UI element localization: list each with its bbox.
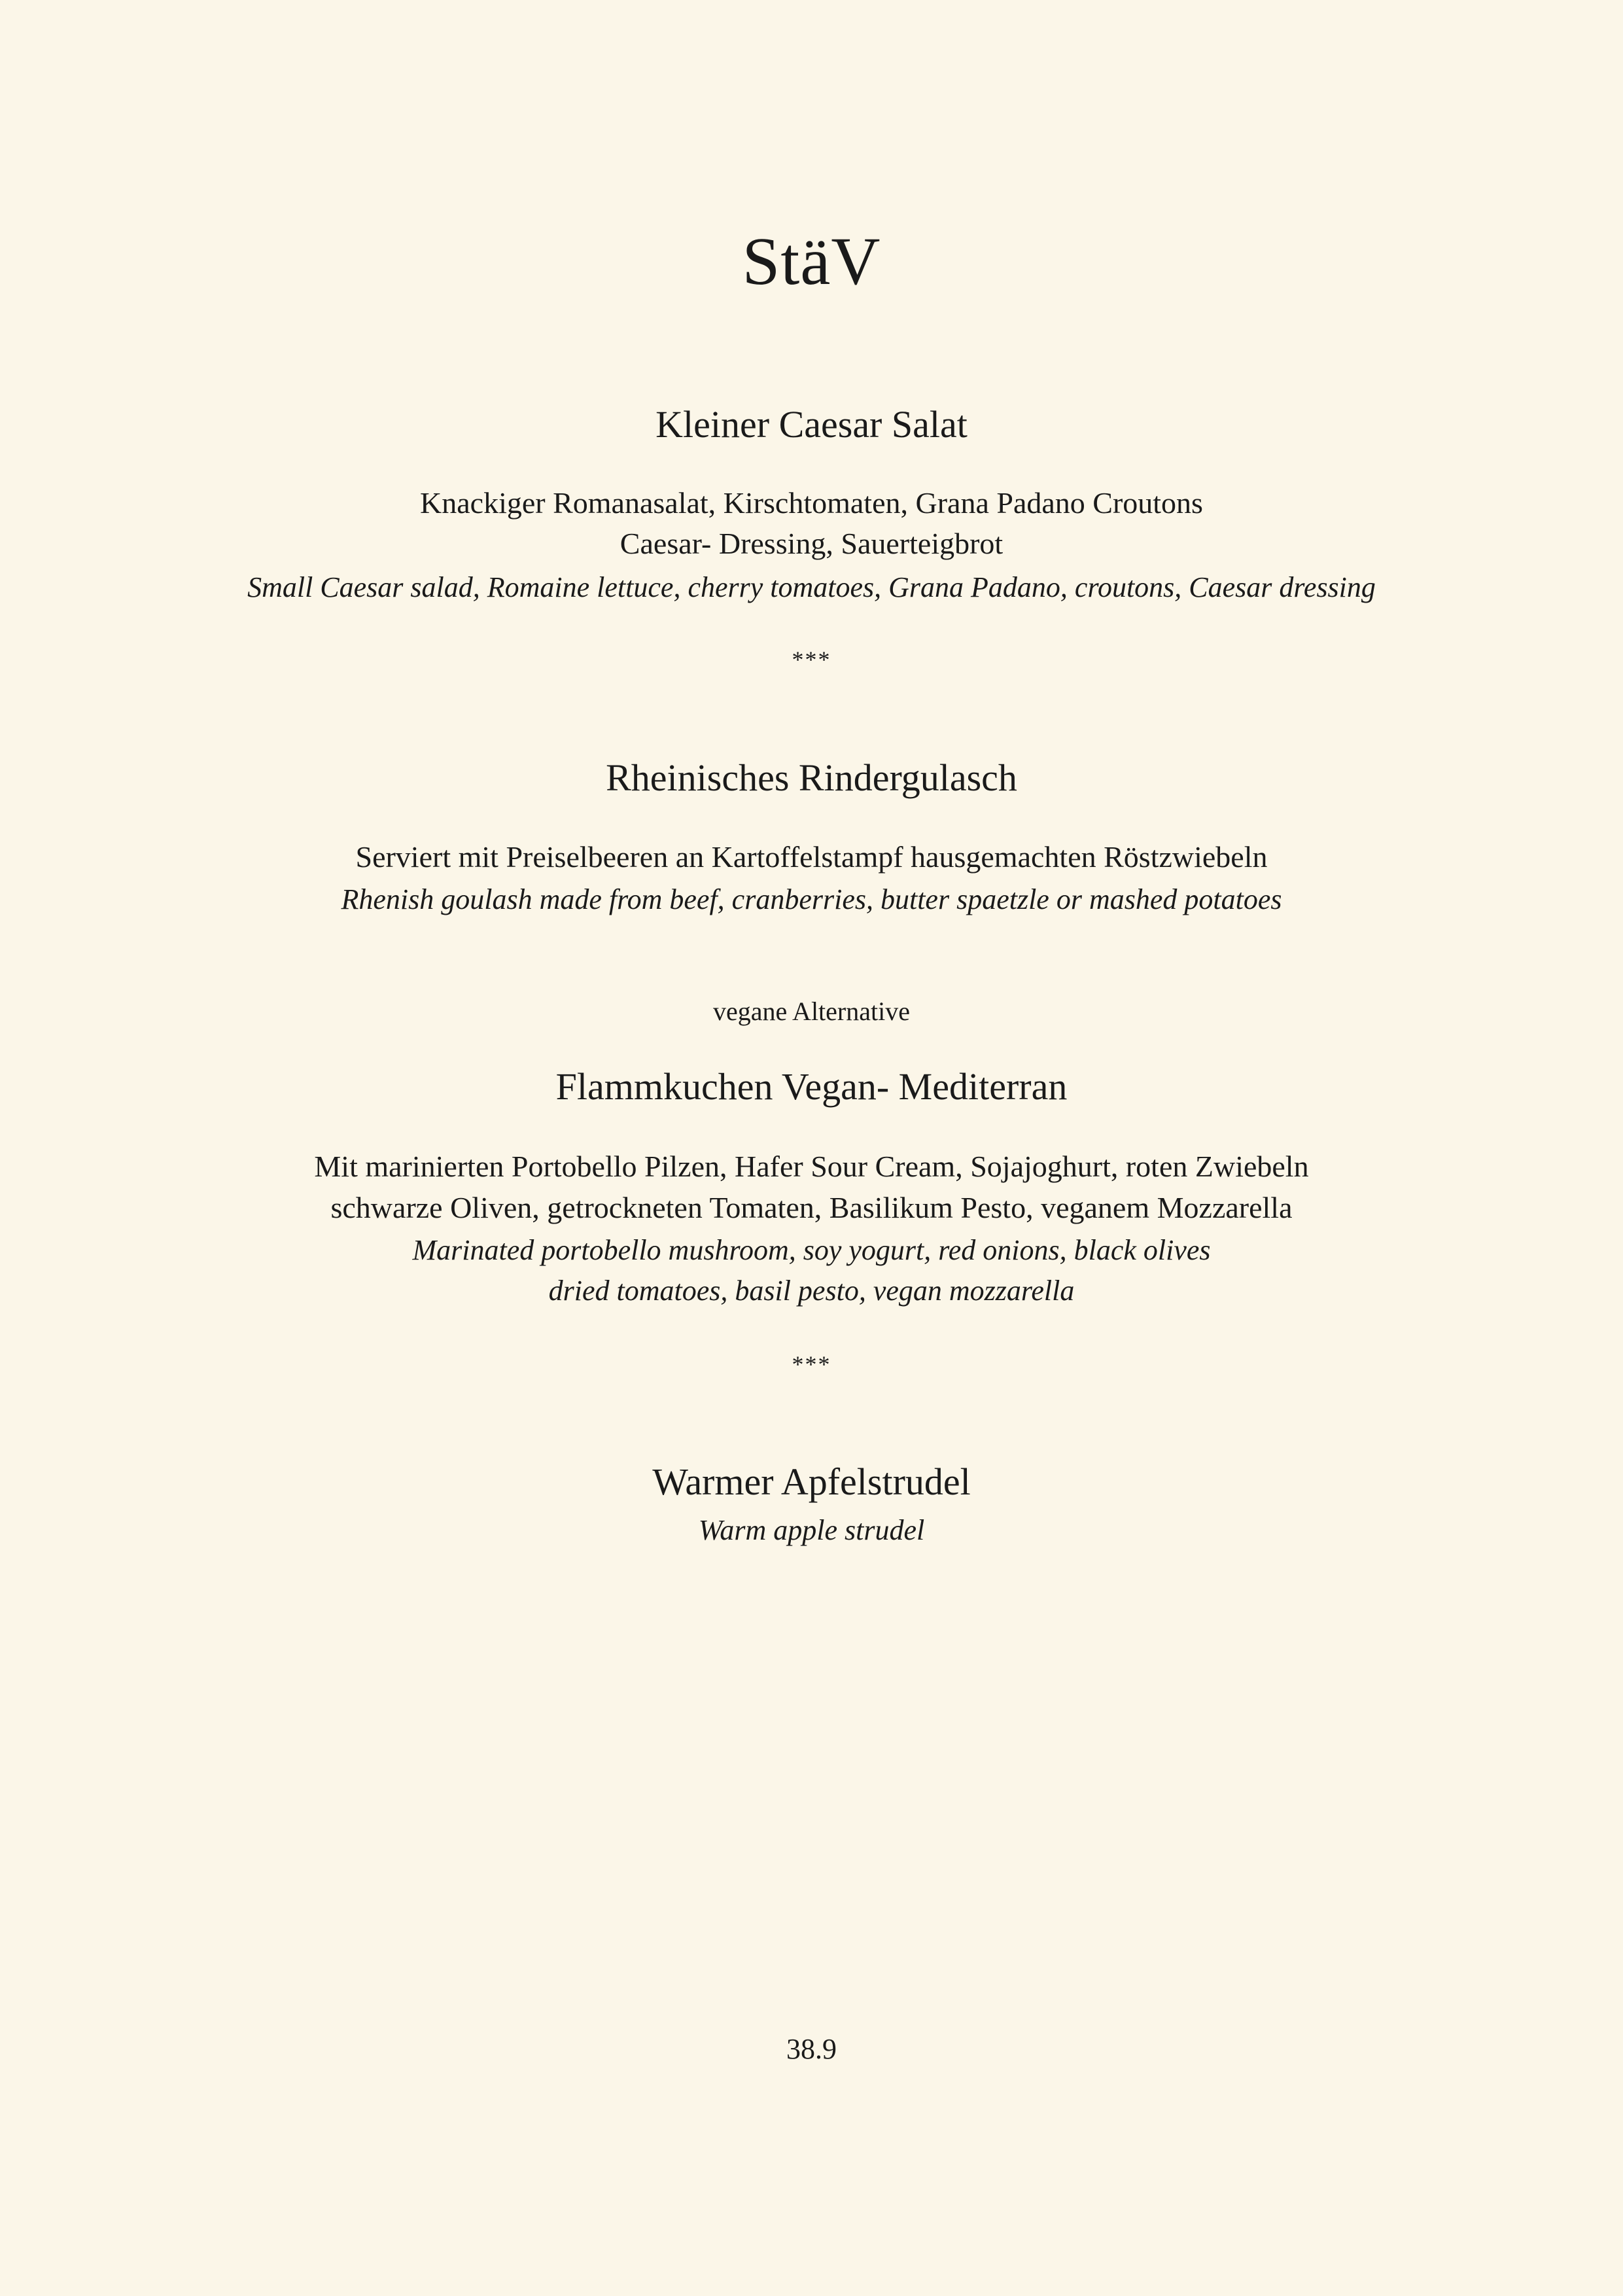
dish-description-de: Serviert mit Preiselbeeren an Kartoffelstampf hausgemachten Röstzwiebeln xyxy=(355,840,1268,874)
menu-price: 38.9 xyxy=(786,2033,837,2065)
page-title: StäV xyxy=(742,224,881,299)
dish-name-goulash: Rheinisches Rindergulasch xyxy=(606,756,1017,799)
dish-description-de-line-2: Caesar- Dressing, Sauerteigbrot xyxy=(620,527,1003,560)
course-separator: *** xyxy=(792,646,831,673)
dish-description-en-line-1: Marinated portobello mushroom, soy yogurt, red onions, black olives xyxy=(412,1234,1211,1266)
dish-description-de-line-1: Mit marinierten Portobello Pilzen, Hafer Sour Cream, Sojajoghurt, roten Zwiebeln xyxy=(314,1150,1309,1183)
dish-description-de-line-1: Knackiger Romanasalat, Kirschtomaten, Grana Padano Croutons xyxy=(420,486,1203,520)
dish-name-flammkuchen: Flammkuchen Vegan- Mediterran xyxy=(555,1065,1068,1108)
course-separator: *** xyxy=(792,1351,831,1377)
dish-name-caesar-salad: Kleiner Caesar Salat xyxy=(655,403,968,446)
dish-description-de-line-2: schwarze Oliven, getrockneten Tomaten, Basilikum Pesto, veganem Mozzarella xyxy=(330,1191,1293,1224)
dish-description-en: Small Caesar salad, Romaine lettuce, cherry tomatoes, Grana Padano, croutons, Caesar dressing xyxy=(247,571,1376,603)
dish-description-en: Warm apple strudel xyxy=(698,1514,925,1546)
dish-description-en-line-2: dried tomatoes, basil pesto, vegan mozzarella xyxy=(548,1275,1075,1307)
dish-description-en: Rhenish goulash made from beef, cranberries, butter spaetzle or mashed potatoes xyxy=(341,883,1282,915)
vegan-alternative-note: vegane Alternative xyxy=(713,997,910,1026)
dish-name-apfelstrudel: Warmer Apfelstrudel xyxy=(652,1460,971,1503)
